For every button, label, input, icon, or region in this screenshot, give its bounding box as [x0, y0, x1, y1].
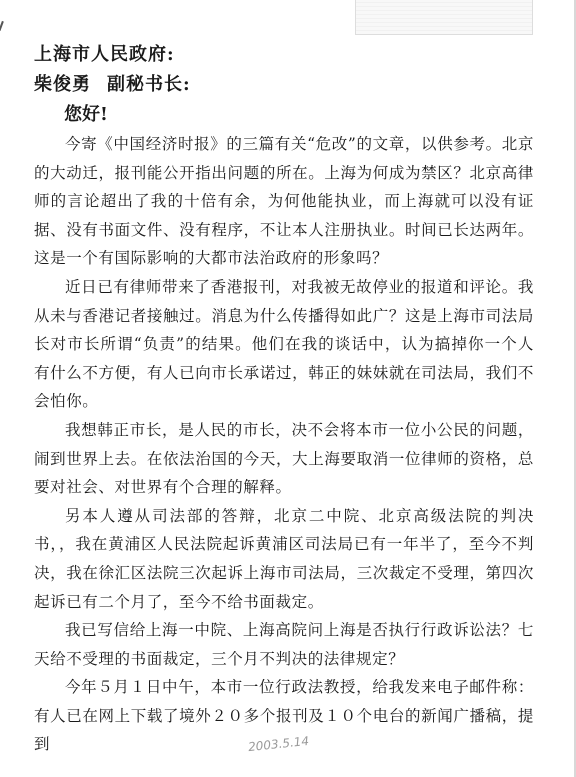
- stamp-mark: [355, 0, 533, 35]
- paragraph-4: 另本人遵从司法部的答辩，北京二中院、北京高级法院的判决书，，我在黄浦区人民法院起诉黄浦区司法局已有一年半了，至今不判决，我在徐汇区法院三次起诉上海市司法局，三次裁定不受理，第四次起诉已有二个月了，至今不给书面裁定。: [34, 506, 534, 611]
- paragraph-5: 我已写信给上海一中院、上海高院问上海是否执行行政诉讼法？七天给不受理的书面裁定，三个月不判决的法律规定？: [34, 621, 534, 668]
- paragraph-2: 近日已有律师带来了香港报刊，对我被无故停业的报道和评论。我从未与香港记者接触过。消息为什么传播得如此广？这是上海市司法局长对市长所谓“负责”的结果。他们在我的谈话中，认为搞掉你一个人有什么不方便，有人已向市长承诺过，韩正的妹妹就在司法局，我们不会怕你。: [34, 277, 534, 411]
- paragraph-1: 今寄《中国经济时报》的三篇有关“危改”的文章，以供参考。北京的大动迁，报刊能公开指出问题的所在。上海为何成为禁区？北京高律师的言论超出了我的十倍有余，为何他能执业，而上海就可以没有证据、没有书面文件、没有程序，不让本人注册执业。时间已长达两年。这是一个有国际影响的大都市法治政府的形象吗？: [34, 135, 534, 268]
- letter-body: [34, 40, 534, 759]
- handwritten-date: 2003.5.14: [247, 733, 310, 755]
- addressee-name: 柴俊勇: [34, 74, 91, 95]
- addressee-line: [34, 70, 534, 100]
- addressee-org: 上海市人民政府:: [34, 44, 175, 65]
- paragraph-6: 今年５月１日中午，本市一位行政法教授，给我发来电子邮件称：有人已在网上下载了境外２０多个报刊及１０个电台的新闻广播稿，提到: [34, 678, 534, 754]
- paragraph-3: 我想韩正市长，是人民的市长，决不会将本市一位小公民的问题，闹到世界上去。在依法治国的今天，大上海要取消一位律师的资格，总要对社会、对世界有个合理的解释。: [34, 420, 534, 497]
- addressee-title: 副秘书长:: [107, 74, 191, 95]
- greeting: 您好!: [64, 104, 108, 125]
